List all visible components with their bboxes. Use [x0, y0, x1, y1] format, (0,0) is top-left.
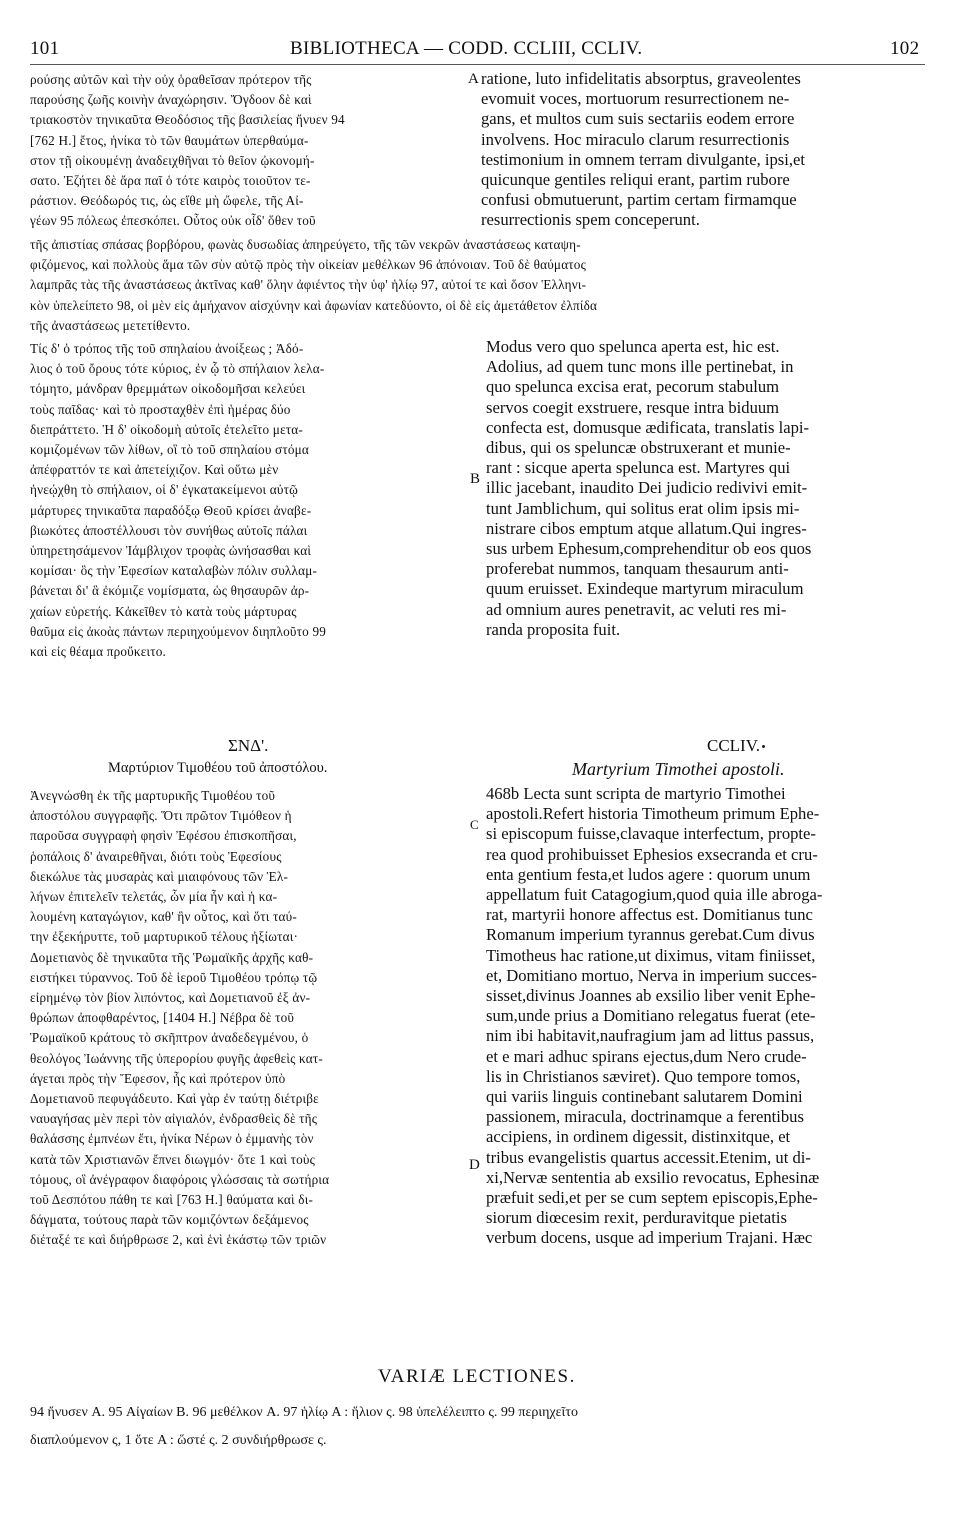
greek-line: τριακοστὸν τηνικαῦτα Θεοδόσιος τῆς βασιλείας ἤνυεν 94	[30, 112, 345, 128]
latin-line: sisset,divinus Joannes ab exsilio liber venit Ephe-	[486, 986, 816, 1005]
latin-line: sum,unde prius a Domitiano relegatus fuerat (ete-	[486, 1006, 816, 1026]
greek-line: μάρτυρες τηνικαῦτα παραδόξῳ Θεοῦ κρίσει ἀναβε-	[30, 502, 312, 518]
greek-line: [762 H.] ἔτος, ἡνίκα τὸ τῶν θαυμάτων ὑπερθαύμα-	[30, 132, 309, 148]
latin-line: resurrectionis spem conceperunt.	[481, 210, 700, 230]
latin-line: quicunque gentiles reliqui erant, partim rubore	[481, 170, 790, 189]
greek-line: καὶ εἰς θέαμα προὔκειτο.	[30, 644, 167, 659]
latin-line: sus urbem Ephesum,comprehenditur ob eos quos	[486, 539, 812, 558]
greek-line: κομιζομένων τῶν λίθων, οἳ τὸ τοῦ σπηλαίου στόμα	[30, 442, 310, 457]
ornament-dot	[762, 745, 765, 748]
greek-line: γέων 95 πόλεως ἐπεσκόπει. Οὗτος οὐκ οἶδ' ὅθεν τοῦ	[30, 213, 316, 229]
greek-line: λουμένη καταγώγιον, καθ' ἣν οὗτος, καὶ ὅτι ταύ-	[30, 909, 297, 925]
margin-letter-d: D	[469, 1157, 480, 1173]
greek-line: ῥοπάλοις δ' ἀναιρεθῆναι, διότι τοὺς Ἐφεσίους	[30, 848, 282, 864]
variae-lectiones-title: VARIÆ LECTIONES.	[378, 1366, 576, 1387]
greek-line: διεπράττετο. Ἡ δ' οἰκοδομὴ αὐτοῖς ἐτελεῖτο μετα-	[30, 421, 304, 437]
page-number-right: 102	[890, 38, 920, 59]
greek-line: θαλάσσης ἐμπνέων ἔτι, ἡνίκα Νέρων ὁ ἐμμανὴς τὸν	[30, 1131, 314, 1147]
greek-line: θεολόγος Ἰωάννης τῆς ὑπερορίου φυγῆς ἀφεθεὶς κατ-	[30, 1050, 323, 1066]
greek-line: θρώπων ἀποφθαρέντος, [1404 H.] Νέβρα δὲ τοῦ	[30, 1010, 295, 1026]
greek-line: ὑπηρετησάμενον Ἰάμβλιχον τροφὰς ὠνήσασθαι καὶ	[30, 543, 312, 558]
latin-line: et, Domitiano mortuo, Nerva in imperium succes-	[486, 965, 817, 985]
latin-line: nim ibi habitavit,naufragium jam ad littus passus,	[486, 1026, 815, 1046]
latin-line: nistrare cibos emptum atque allatum.Qui ingres-	[486, 518, 807, 538]
latin-line: accipiens, in ordinem digessit, distinxitque, et	[486, 1127, 791, 1147]
latin-line: involvens. Hoc miraculo clarum resurrectionis	[481, 129, 790, 149]
latin-line: ratione, luto infidelitatis absorptus, graveolentes	[481, 69, 801, 88]
latin-section-title: Martyrium Timothei apostoli.	[572, 759, 785, 779]
latin-line: ad omnium aures penetravit, ac veluti res mi-	[486, 599, 787, 619]
greek-line: ναυαγήσας μὲν περὶ τὸν αἰγιαλόν, ἐνδρασθεὶς δὲ τῆς	[30, 1111, 318, 1127]
latin-line: xi,Nervæ sententia ab exsilio revocatus, Ephesinæ	[486, 1167, 820, 1187]
latin-line: tribus evangelistis quartus accessit.Etenim, ut di-	[486, 1147, 811, 1167]
greek-line: διέταξέ τε καὶ διήρθρωσε 2, καὶ ἑνὶ ἑκάστῳ τῶν τριῶν	[30, 1232, 327, 1248]
greek-line: φιζόμενος, καὶ πολλοὺς ἅμα τῶν σὺν αὐτῷ πρὸς τὴν οἰκείαν μεθέλκων 96 ἀπόνοιαν. Τοῦ δὲ θαύματος	[30, 257, 587, 273]
latin-line: si episcopum fuisse,clavaque interfectum, propte-	[486, 824, 816, 844]
latin-line: Romanum imperium tyrannus gerebat.Cum divus	[486, 925, 815, 945]
latin-line: proferebat nummos, tanquam thesaurum anti-	[486, 559, 789, 579]
greek-line: βάνεται δι' ἃ ἐκόμιζε νομίσματα, ὡς θησαυρῶν ἀρ-	[30, 583, 310, 599]
latin-line: et e mari adhuc spirans ejectus,dum Nero crude-	[486, 1046, 807, 1066]
latin-line: illic jacebant, inaudito Dei judicio redivivi emit-	[486, 478, 808, 498]
latin-line: tunt Jamblichum, qui solitus erat olim ipsis mi-	[486, 498, 800, 518]
greek-line: τόμους, οἳ ἀνέγραφον διαφόροις γλώσσαις τὰ σωτήρια	[30, 1171, 330, 1187]
greek-line: τοὺς παῖδας· καὶ τὸ προσταχθὲν ἐπὶ ἡμέρας δύο	[30, 401, 291, 417]
greek-line: τῆς ἀναστάσεως μετετίθεντο.	[30, 317, 191, 333]
greek-line: άγεται πρὸς τὴν Ἔφεσον, ἧς καὶ πρότερον ὑπὸ	[30, 1070, 286, 1086]
variant-reading-line: 94 ἤνυσεν A. 95 Αἰγαίων B. 96 μεθέλκον A. 97 ἡλίῳ A : ἥλιον ς. 98 ὑπελέλειπτο ς. 99 περιηχεῖτο	[30, 1405, 578, 1420]
latin-line: verbum docens, usque ad imperium Trajani. Hæc	[486, 1228, 813, 1248]
latin-line: qui variis linguis continebant salutarem Domini	[486, 1087, 803, 1106]
header-rule	[30, 64, 925, 65]
greek-line: Ῥωμαϊκοῦ κράτους τὸ σκῆπτρον ἀναδεδεγμένου, ὁ	[30, 1030, 309, 1046]
latin-line: lis in Christianos sæviret). Quo tempore tomos,	[486, 1066, 801, 1086]
variant-reading-line: διαπλούμενον ς, 1 ὅτε A : ὥστέ ς. 2 συνδιήρθρωσε ς.	[30, 1433, 327, 1448]
latin-line: appellatum fuit Catagogium,quod quia ille abroga-	[486, 885, 823, 904]
latin-line: præfuit sedi,et per se cum septem episcopis,Ephe-	[486, 1188, 818, 1207]
latin-line: gans, et multos cum suis sectariis eodem errore	[481, 109, 795, 129]
greek-line: Δομετιανὸς δὲ τηνικαῦτα τῆς Ῥωμαϊκῆς ἀρχῆς καθ-	[30, 949, 314, 965]
greek-line: λήνων ἐπιτελεῖν τελετάς, ὧν μία ἦν καὶ ἡ κα-	[30, 889, 278, 904]
greek-line: Τίς δ' ὁ τρόπος τῆς τοῦ σπηλαίου ἀνοίξεως ; Ἀδό-	[30, 341, 304, 356]
greek-line: ἀπέφραττόν τε καὶ ἀπετείχιζον. Καὶ οὕτω μὲν	[30, 462, 279, 478]
latin-line: rea quod prohibuisset Ephesios exsecranda et cru-	[486, 844, 818, 864]
greek-line: θαῦμα εἰς ἀκοὰς πάντων περιηχούμενον διηπλοῦτο 99	[30, 623, 327, 639]
greek-line: χαίων εὑρετής. Κἀκεῖθεν τὸ κατὰ τοὺς μάρτυρας	[30, 603, 297, 619]
greek-line: ειστήκει τύραννος. Τοῦ δὲ ἱεροῦ Τιμοθέου τρόπῳ τῷ	[30, 969, 318, 985]
latin-line: rant : sicque aperta spelunca est. Martyres qui	[486, 458, 791, 478]
greek-line: εἰρημένῳ τὸν βίον λιπόντος, καὶ Δομετιανοῦ ἐξ ἀν-	[30, 990, 311, 1005]
latin-line: evomuit voces, mortuorum resurrectionem ne-	[481, 89, 790, 109]
greek-line: δάγματα, τούτους παρὰ τῶν κομιζόντων δεξάμενος	[30, 1212, 309, 1228]
greek-line: κατὰ τῶν Χριστιανῶν ἔπνει διωγμόν· ὅτε 1 καὶ τοὺς	[30, 1151, 316, 1167]
latin-line: Modus vero quo spelunca aperta est, hic est.	[486, 337, 780, 356]
latin-line: servos coegit exstruere, resque intra biduum	[486, 397, 780, 417]
latin-line: quo spelunca excisa erat, pecorum stabulum	[486, 377, 780, 397]
greek-line: κὸν ὑπελείπετο 98, οἱ μὲν εἰς ἀμήχανον αἰσχύνην καὶ ἀφωνίαν κατεδύοντο, οἱ δὲ εἰς ἀμετάθετον ἐλπίδα	[30, 297, 598, 313]
greek-line: λιος ὁ τοῦ ὄρους τότε κύριος, ἐν ᾧ τὸ σπήλαιον λελα-	[30, 361, 325, 377]
page-number-left: 101	[30, 38, 60, 59]
latin-line: apostoli.Refert historia Timotheum primum Ephe-	[486, 804, 820, 824]
margin-letter-a: A	[468, 71, 479, 87]
latin-line: quum eruisset. Exindeque martyrum miraculum	[486, 579, 804, 599]
latin-line: confecta est, domusque ædificata, translatis lapi-	[486, 417, 810, 437]
greek-line: την ἐξεκήρυττε, τοῦ μαρτυρικοῦ τέλους ἠξίωται·	[30, 929, 299, 945]
latin-line: 468b Lecta sunt scripta de martyrio Timothei	[486, 784, 786, 803]
latin-line: rat, martyrii honore affectus est. Domitianus tunc	[486, 905, 813, 925]
greek-line: ἀποστόλου συγγραφῆς. Ὅτι πρῶτον Τιμόθεον ἡ	[30, 808, 292, 824]
greek-section-number: ΣΝΔ'.	[228, 736, 269, 755]
greek-line: Ἀνεγνώσθη ἐκ τῆς μαρτυρικῆς Τιμοθέου τοῦ	[30, 788, 276, 803]
greek-line: βιωκότες ἀποστέλλουσι τὸν συνήθως αὐτοῖς πάλαι	[30, 522, 308, 538]
greek-section-title: Μαρτύριον Τιμοθέου τοῦ ἀποστόλου.	[108, 760, 328, 776]
greek-line: λαμπρᾶς τὰς τῆς ἀναστάσεως ἀκτῖνας καθ' ὅλην ἀφιέντος τὴν ὑφ' ἡλίῳ 97, αὐτοί τε καὶ ὅσον Ἑλληνι-	[30, 277, 587, 293]
greek-line: ἠνεῴχθη τὸ σπήλαιον, οἱ δ' ἐγκατακείμενοι αὐτῷ	[30, 482, 298, 498]
running-title: BIBLIOTHECA — CODD. CCLIII, CCLIV.	[290, 38, 643, 59]
greek-line: τόμητο, μάνδραν θρεμμάτων οἰκοδομῆσαι κελεύει	[30, 381, 306, 397]
latin-line: Timotheus hac ratione,ut diximus, vitam finiisset,	[486, 945, 816, 965]
latin-line: Adolius, ad quem tunc mons ille pertinebat, in	[486, 357, 794, 377]
margin-letter-b: B	[470, 471, 481, 487]
greek-line: ρούσης αὐτῶν καὶ τὴν οὐχ ὁραθεῖσαν πρότερον τῆς	[30, 72, 312, 87]
latin-line: confusi obmutuerunt, partim certam firmamque	[481, 190, 797, 210]
greek-line: στον τῇ οἰκουμένῃ ἀναδειχθῆναι τὸ θεῖον ᾠκονομή-	[30, 152, 315, 168]
greek-line: παροῦσα συγγραφὴ φησὶν Ἐφέσου ἐπισκοπῆσαι,	[30, 828, 297, 844]
greek-line: παρούσης ζωῆς κοινὴν ἀναχώρησιν. Ὄγδοον δὲ καὶ	[30, 92, 312, 108]
greek-line: διεκώλυε τὰς μυσαρὰς καὶ μιαιφόνους τῶν Ἑλ-	[30, 868, 289, 884]
greek-line: τῆς ἀπιστίας σπάσας βορβόρου, φωνὰς δυσωδίας ἀπηρεύγετο, τῆς τῶν νεκρῶν ἀναστάσεως καταψη-	[30, 237, 581, 252]
greek-line: τοῦ Δεσπότου πάθη τε καὶ [763 H.] θαύματα καὶ δι-	[30, 1192, 314, 1207]
greek-line: κομίσαι· ὃς τὴν Ἐφεσίων καταλαβὼν πόλιν συλλαμ-	[30, 563, 318, 579]
latin-line: passionem, miracula, doctrinamque a ferentibus	[486, 1107, 804, 1127]
latin-line: dibus, qui os speluncæ obstruxerant et munie-	[486, 438, 791, 457]
greek-line: ράστιον. Θεόδωρός τις, ὡς εἴθε μὴ ὤφελε, τῆς Αἰ-	[30, 193, 304, 209]
latin-section-number: CCLIV.	[707, 736, 761, 755]
latin-line: enta gentium festa,et ludos agere : quorum unum	[486, 864, 811, 884]
latin-line: siorum diœcesim rexit, perduravitque pietatis	[486, 1208, 787, 1228]
greek-line: σατο. Ἐζήτει δὲ ἄρα παῖ ὁ τότε καιρὸς τοιοῦτον τε-	[30, 173, 311, 188]
latin-line: testimonium in omnem terram divulgante, ipsi,et	[481, 149, 805, 169]
greek-line: Δομετιανοῦ πεφυγάδευτο. Καὶ γὰρ ἐν ταύτῃ διέτριβε	[30, 1091, 319, 1106]
margin-letter-c: C	[470, 817, 479, 832]
latin-line: randa proposita fuit.	[486, 619, 621, 639]
